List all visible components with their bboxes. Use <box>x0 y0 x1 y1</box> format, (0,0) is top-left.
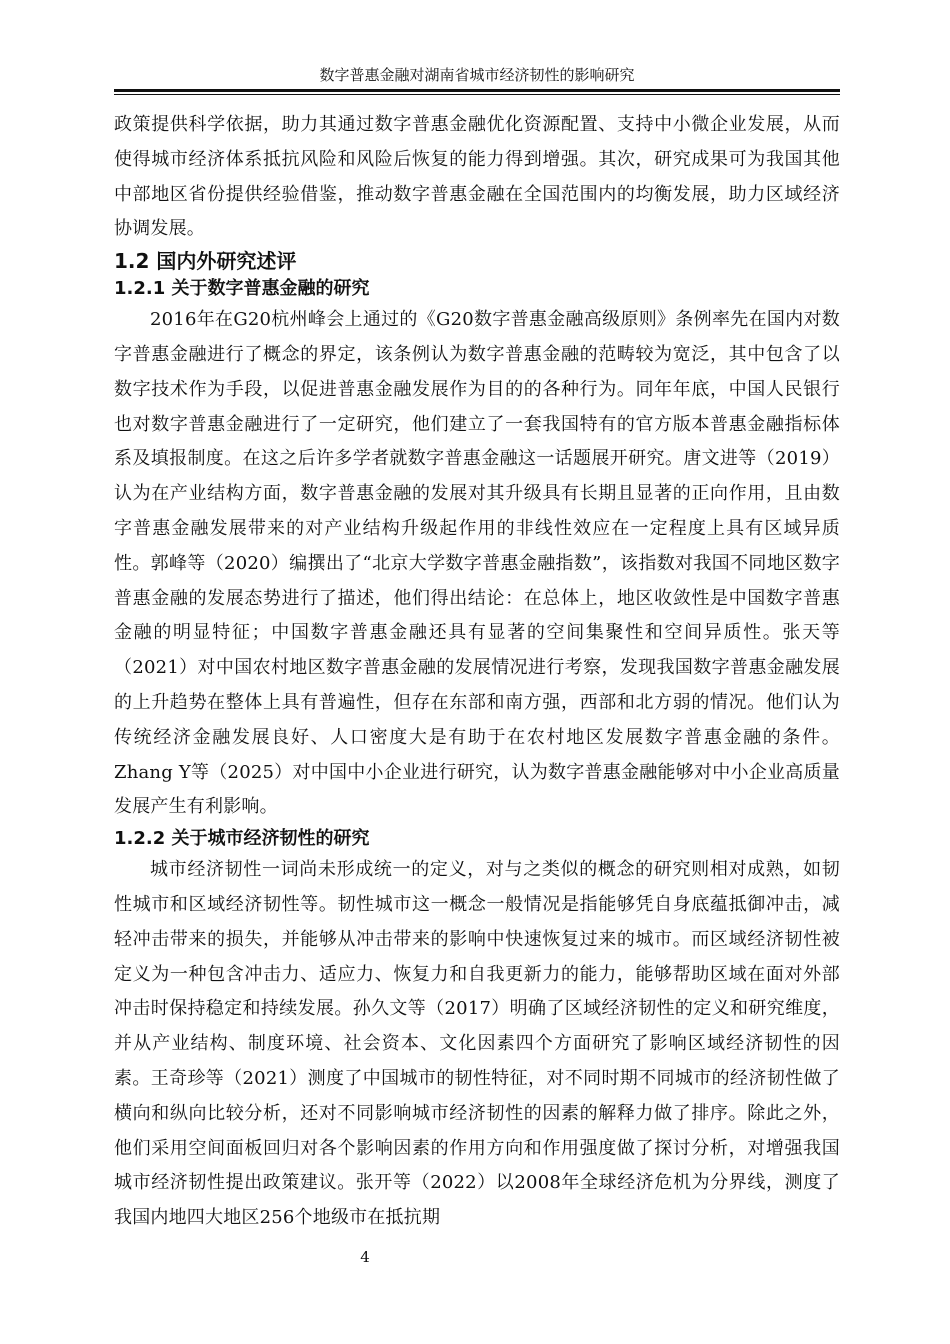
section-heading-1-2: 1.2 国内外研究述评 <box>114 249 297 274</box>
intro-paragraph: 政策提供科学依据，助力其通过数字普惠金融优化资源配置、支持中小微企业发展，从而使得城市经济体系抵抗风险和风险后恢复的能力得到增强。其次，研究成果可为我国其他中部地区省份提供经验借鉴，推动数字普惠金融在全国范围内的均衡发展，助力区域经济协调发展。 <box>114 114 840 240</box>
page-number: 4 <box>360 1248 370 1266</box>
paragraph-urban-economic-resilience: 城市经济韧性一词尚未形成统一的定义，对与之类似的概念的研究则相对成熟，如韧性城市和区域经济韧性等。韧性城市这一概念一般情况是指能够凭自身底蕴抵御冲击，减轻冲击带来的损失，并能够从冲击带来的影响中快速恢复过来的城市。而区域经济韧性被定义为一种包含冲击力、适应力、恢复力和自我更新力的能力，能够帮助区域在面对外部冲击时保持稳定和持续发展。孙久文等（2017）明确了区域经济韧性的定义和研究维度，并从产业结构、制度环境、社会资本、文化因素四个方面研究了影响区域经济韧性的因素。王奇珍等（2021）测度了中国城市的韧性特征，对不同时期不同城市的经济韧性做了横向和纵向比较分析，还对不同影响城市经济韧性的因素的解释力做了排序。除此之外，他们采用空间面板回归对各个影响因素的作用方向和作用强度做了探讨分析，对增强我国城市经济韧性提出政策建议。张开等（2022）以2008年全球经济危机为分界线，测度了我国内地四大地区256个地级市在抵抗期 <box>114 859 840 1229</box>
section-heading-1-2-1: 1.2.1 关于数字普惠金融的研究 <box>114 278 370 300</box>
header-rule-thin <box>114 94 840 95</box>
paragraph-digital-inclusive-finance: 2016年在G20杭州峰会上通过的《G20数字普惠金融高级原则》条例率先在国内对数字普惠金融进行了概念的界定，该条例认为数字普惠金融的范畴较为宽泛，其中包含了以数字技术作为手段，以促进普惠金融发展作为目的的各种行为。同年年底，中国人民银行也对数字普惠金融进行了一定研究，他们建立了一套我国特有的官方版本普惠金融指标体系及填报制度。在这之后许多学者就数字普惠金融这一话题展开研究。唐文进等（2019）认为在产业结构方面，数字普惠金融的发展对其升级具有长期且显著的正向作用，且由数字普惠金融发展带来的对产业结构升级起作用的非线性效应在一定程度上具有区域异质性。郭峰等（2020）编撰出了“北京大学数字普惠金融指数”，该指数对我国不同地区数字普惠金融的发展态势进行了描述，他们得出结论：在总体上，地区收敛性是中国数字普惠金融的明显特征；中国数字普惠金融还具有显著的空间集聚性和空间异质性。张天等（2021）对中国农村地区数字普惠金融的发展情况进行考察，发现我国数字普惠金融发展的上升趋势在整体上具有普遍性，但存在东部和南方强，西部和北方弱的情况。他们认为传统经济金融发展良好、人口密度大是有助于在农村地区发展数字普惠金融的条件。Zhang Y等（2025）对中国中小企业进行研究，认为数字普惠金融能够对中小企业高质量发展产生有利影响。 <box>114 309 840 818</box>
running-header: 数字普惠金融对湖南省城市经济韧性的影响研究 <box>319 66 635 84</box>
header-rule-thick <box>114 89 840 92</box>
page-body <box>114 108 840 1236</box>
section-heading-1-2-2: 1.2.2 关于城市经济韧性的研究 <box>114 828 370 850</box>
